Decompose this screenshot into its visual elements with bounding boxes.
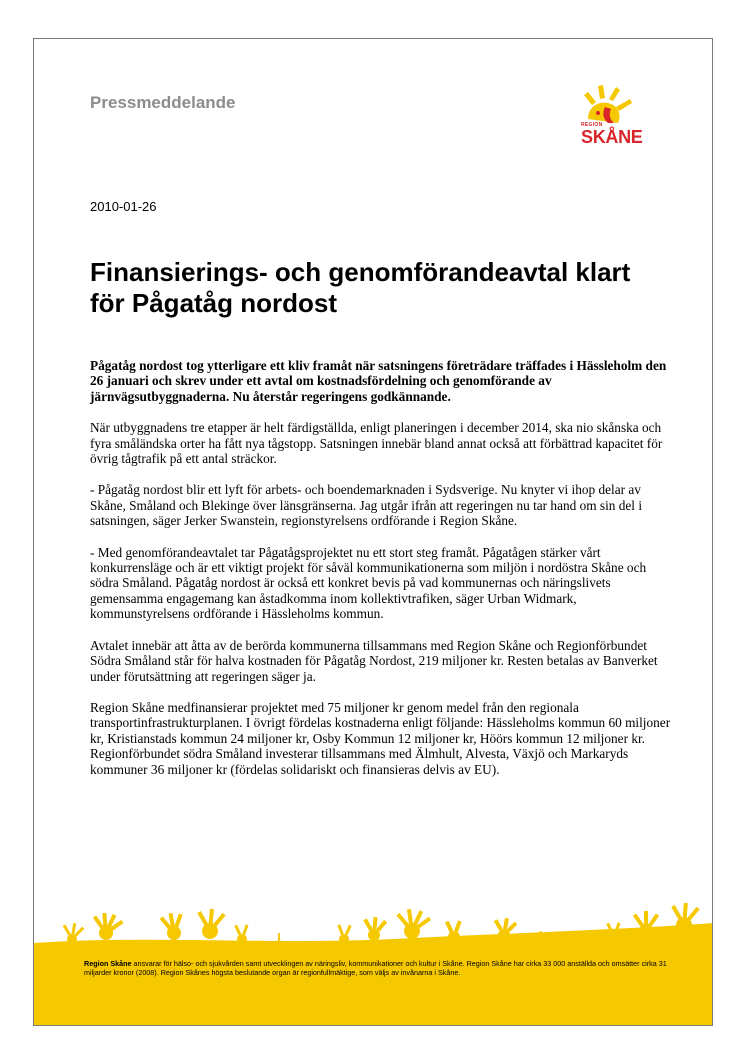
article-body xyxy=(90,358,676,793)
document-page xyxy=(33,38,713,1026)
headline: Finansierings- och genomförandeavtal klart för Pågatåg nordost xyxy=(90,257,631,318)
footer-org-name: Region Skåne xyxy=(84,959,132,968)
body-paragraph: Region Skåne medfinansierar projektet med 75 miljoner kr genom medel från den regionala transportinfrastrukturplanen. I övrigt fördelas kostnaderna enligt följande: Hässleholms kommun 60 miljoner kr, Kristianstads kommun 24 miljoner kr, Osby Kommun 12 miljoner kr, Höörs kommun 12 miljoner kr. Regionförbundet södra Småland investerar tillsammans med Älmhult, Alvesta, Växjö och Markaryds kommuner 36 miljoner kr (fördelas solidariskt och finansieras delvis av EU). xyxy=(90,699,671,777)
body-paragraph: Avtalet innebär att åtta av de berörda kommunerna tillsammans med Region Skåne och Regionförbundet Södra Småland står för halva kostnaden för Pågatåg Nordost, 219 miljoner kr. Resten betalas av Banverket under förutsättning att regeringen säger ja. xyxy=(90,637,658,684)
release-date: 2010-01-26 xyxy=(90,199,157,214)
body-paragraph: - Pågatåg nordost blir ett lyft för arbets- och boendemarknaden i Sydsverige. Nu knyter vi ihop delar av Skåne, Småland och Blekinge över länsgränserna. Jag utgår ifrån att regeringen nu tar hand om sin del i satsningen, säger Jerker Swanstein, regionstyrelsens ordförande i Region Skåne. xyxy=(90,482,643,529)
sun-icon xyxy=(578,81,658,127)
footer-about-text xyxy=(84,959,674,977)
body-paragraph: När utbyggnadens tre etapper är helt färdigställda, enligt planeringen i december 2014, ska nio skånska och fyra småländska orter ha fått nya tågstopp. Satsningen innebär bland annat också att förbättrad kapacitet för övrig tågtrafik på ett antal sträckor. xyxy=(90,420,663,467)
document-type-label: Pressmeddelande xyxy=(90,93,236,112)
lead-paragraph: Pågatåg nordost tog ytterligare ett kliv framåt när satsningens företrädare träffades i Hässleholm den 26 januari och skrev under ett avtal om kostnadsfördelning och genomförande av järnvägsutbyggnaderna. Nu återstår regeringens godkännande. xyxy=(90,358,667,404)
logo-skane-text: SKÅNE xyxy=(581,127,643,147)
body-paragraph: - Med genomförandeavtalet tar Pågatågsprojektet nu ett stort steg framåt. Pågatågen stärker vårt konkurrensläge och är ett viktigt projekt för såväl kommunikationerna som miljön i nordöstra Skåne och södra Småland. Pågatåg nordost är också ett konkret bevis på vad kommunernas och näringslivets gemensamma engagemang kan åstadkomma inom kollektivtrafiken, säger Urban Widmark, kommunstyrelsens ordförande i Hässleholms kommun. xyxy=(90,544,647,622)
region-skane-logo xyxy=(578,81,658,151)
logo-region-text: REGION xyxy=(581,122,603,128)
footer-description: ansvarar för hälso- och sjukvården samt utvecklingen av näringsliv, kommunikationer och kultur i Skåne. Region Skåne har cirka 33 000 anställda och omsätter cirka 31 miljarder kronor (2008). Region Skånes högsta beslutande organ är regionfullmäktige, som väljs av invånarna i Skåne. xyxy=(84,959,667,978)
